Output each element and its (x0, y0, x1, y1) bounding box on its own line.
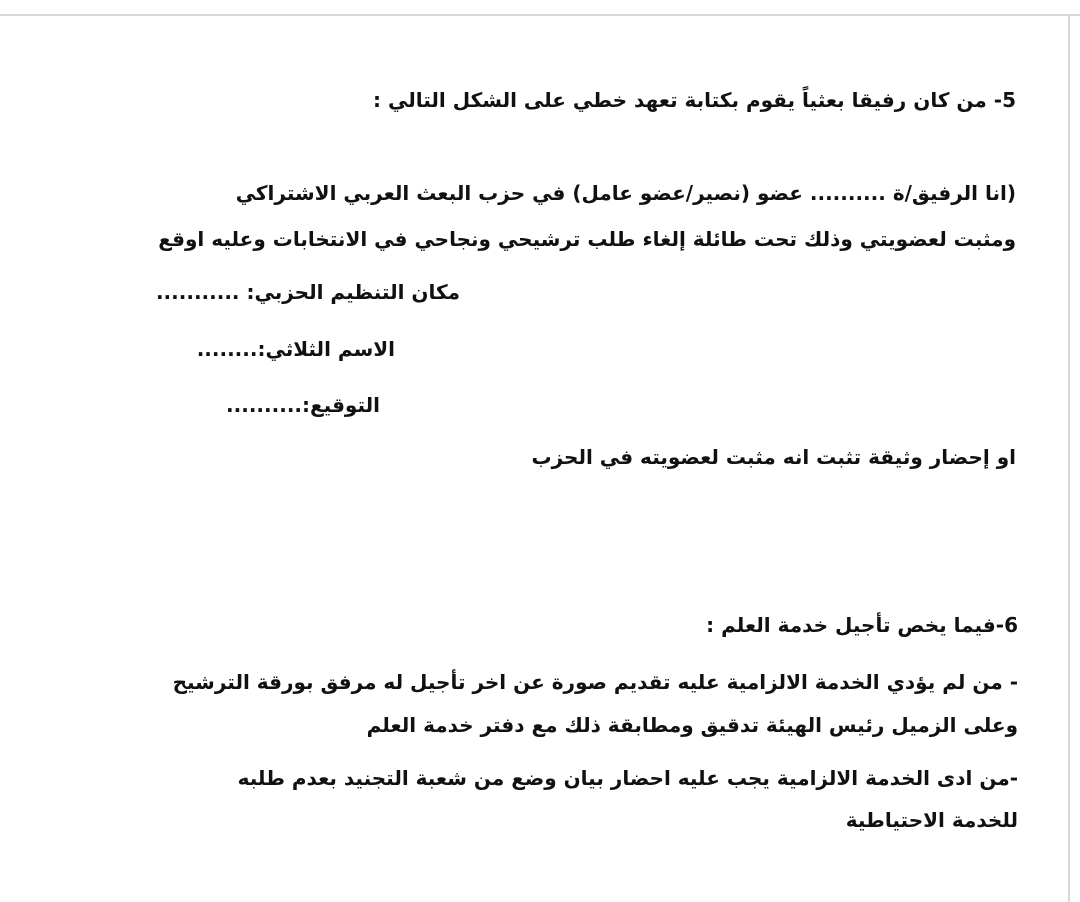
item6-paragraph2-line2: للخدمة الاحتياطية (845, 808, 1018, 832)
pledge-line-1: (انا الرفيق/ة .......... عضو (نصير/عضو عامل) في حزب البعث العربي الاشتراكي (235, 181, 1016, 205)
page-right-border (1068, 14, 1070, 902)
page-top-border (0, 14, 1080, 16)
field-party-organization: مكان التنظيم الحزبي: ........... (155, 280, 460, 304)
item6-heading: 6-فيما يخص تأجيل خدمة العلم : (706, 613, 1018, 637)
item6-paragraph1-line2: وعلى الزميل رئيس الهيئة تدقيق ومطابقة ذلك مع دفتر خدمة العلم (366, 713, 1018, 737)
item5-heading: 5- من كان رفيقا بعثياً يقوم بكتابة تعهد خطي على الشكل التالي : (373, 88, 1016, 112)
alternative-document-text: او إحضار وثيقة تثبت انه مثبت لعضويته في الحزب (531, 445, 1016, 469)
item6-paragraph1-line1: - من لم يؤدي الخدمة الالزامية عليه تقديم صورة عن اخر تأجيل له مرفق بورقة الترشيح (172, 670, 1018, 694)
field-full-name: الاسم الثلاثي:........ (196, 337, 395, 361)
field-signature: التوقيع:.......... (226, 393, 380, 417)
item6-paragraph2-line1: -من ادى الخدمة الالزامية يجب عليه احضار بيان وضع من شعبة التجنيد بعدم طلبه (237, 766, 1018, 790)
pledge-line-2: ومثبت لعضويتي وذلك تحت طائلة إلغاء طلب ترشيحي ونجاحي في الانتخابات وعليه اوقع (158, 227, 1016, 251)
